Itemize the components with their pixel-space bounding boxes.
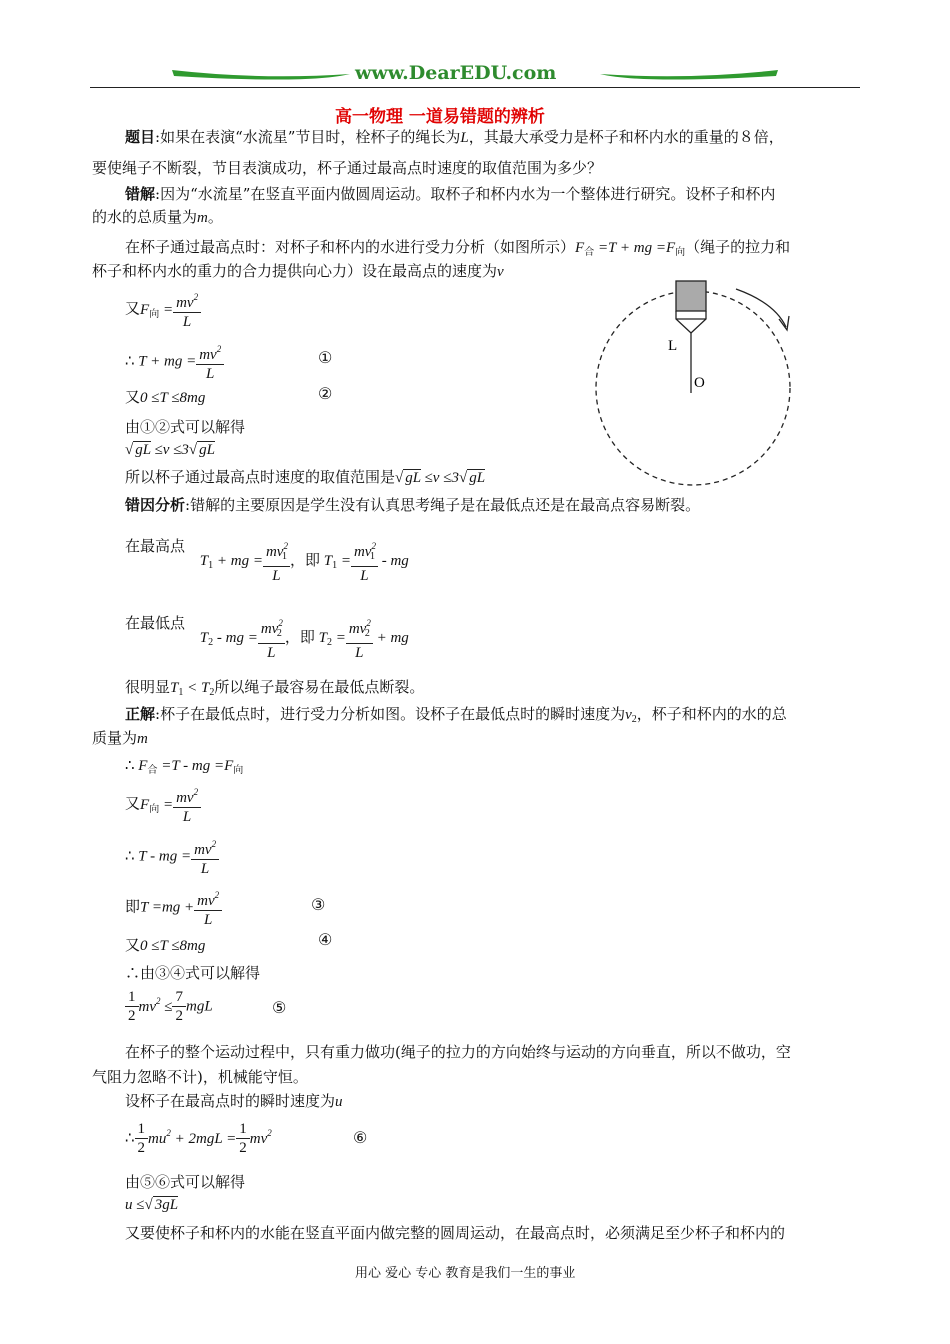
word-you: 又: [125, 299, 141, 318]
obvious-text: 所以绳子最容易在最低点断裂。: [214, 678, 425, 696]
circled-2: ②: [318, 384, 333, 403]
word-ji-2: 即: [125, 897, 141, 916]
therefore: ∴: [125, 846, 135, 865]
solve-56: 由⑤⑥式可以解得: [125, 1173, 246, 1191]
let-u-text: 设杯子在最高点时的瞬时速度为: [125, 1092, 336, 1110]
diagram-label-L: L: [668, 338, 678, 354]
eq-force-top: $F_合 =T$ + mg $=F_向$: [575, 240, 686, 258]
problem-line-2: 要使绳子不断裂，节目表演成功，杯子通过最高点时速度的取值范围为多少？: [92, 159, 603, 177]
therefore: ∴: [125, 756, 135, 774]
wrong-line-1: 错解:因为“水流星”在竖直平面内做圆周运动。取杯子和杯内水为一个整体进行研究。设杯子和杯内: [125, 185, 776, 203]
var-v: v: [497, 264, 504, 280]
eq-c6: $\frac{1}{2}$ $mv^2$ ≤ $\frac{7}{2}$ mgL: [125, 988, 213, 1025]
wrong-text-4: 杯子和杯内水的重力的合力提供向心力）设在最高点的速度为: [92, 262, 498, 280]
correct-label: 正解: [125, 705, 156, 723]
wrong-text-2: 的水的总质量为: [92, 208, 198, 226]
circled-4: ④: [318, 930, 333, 949]
var-m-2: m: [137, 731, 148, 747]
energy-line-2: 气阻力忽略不计)，机械能守恒。: [92, 1068, 308, 1086]
solve-34: ∴由③④式可以解得: [125, 964, 261, 982]
word-obvious: 很明显: [125, 678, 171, 696]
footer: 用心 爱心 专心 教育是我们一生的事业: [355, 1266, 576, 1281]
eq-c8: u ≤√ 3gL: [125, 1197, 179, 1213]
wrong-line-3: [125, 236, 790, 258]
problem-text-2: ，其最大承受力是杯子和杯内水的重量的８倍，: [468, 128, 784, 146]
var-u: u: [335, 1094, 343, 1110]
eq-w3: 又0 ≤T ≤8mg: [125, 388, 206, 406]
word-you: 又: [125, 794, 141, 813]
analysis-obvious: 很明显$T_1 < T_2$所以绳子最容易在最低点断裂。: [125, 678, 425, 698]
correct-text: 杯子在最低点时，进行受力分析如图。设杯子在最低点时的瞬时速度为: [160, 705, 626, 723]
correct-line-2: [92, 727, 148, 748]
correct-text-b: ，杯子和杯内的水的总: [636, 705, 787, 723]
analysis-line: 错因分析:错解的主要原因是学生没有认真思考绳子是在最低点还是在最高点容易断裂。: [125, 496, 701, 514]
var-L: L: [460, 130, 469, 146]
problem-label: 题目: [125, 128, 156, 146]
analysis-bottom: 在最低点 $T_2$ - mg = $\frac{mv^2_2}{L}$ ，即 $T_2$ = $\frac{mv^2_2}{L}$ + mg: [125, 614, 409, 661]
last-line: 又要使杯子和杯内的水能在竖直平面内做完整的圆周运动，在最高点时，必须满足至少杯子和杯内的: [125, 1224, 786, 1242]
circled-3: ③: [311, 895, 326, 914]
header-logo: [170, 62, 780, 86]
problem-text: 如果在表演“水流星”节目时，栓杯子的绳长为: [160, 128, 461, 146]
wrong-conclusion-text: 所以杯子通过最高点时速度的取值范围是: [125, 468, 396, 486]
problem-line-1: 题目:如果在表演“水流星”节目时，栓杯子的绳长为L，其最大承受力是杯子和杯内水的重量的８倍，: [125, 128, 784, 146]
circular-motion-diagram: [590, 275, 800, 490]
eq-c3: ∴ T - mg = $\frac{mv^2}{L}$: [125, 835, 219, 878]
circled-5: ⑤: [272, 998, 287, 1017]
header-rule: [90, 87, 860, 88]
word-ji: ，即: [289, 551, 320, 569]
page-title: 高一物理 一道易错题的辨析: [335, 107, 545, 127]
correct-text-2: 质量为: [92, 729, 138, 747]
eq-c2: 又$F_向$ = $\frac{mv^2}{L}$: [125, 783, 201, 826]
word-ji: ，即: [284, 628, 315, 646]
eq-c1: ∴ $F_合 =T$ - mg $=F_向$: [125, 756, 244, 776]
eq-w4: √ gL ≤v ≤3√ gL: [125, 442, 216, 458]
eq-c5: 又0 ≤T ≤8mg: [125, 936, 206, 954]
eq-w2: ∴ T + mg = $\frac{mv^2}{L}$: [125, 340, 224, 383]
solve-12: 由①②式可以解得: [125, 418, 246, 436]
var-m: m: [197, 210, 208, 226]
analysis-label: 错因分析: [125, 496, 186, 514]
let-u-line: [125, 1090, 343, 1111]
word-top: 在最高点: [125, 537, 186, 555]
circle-path: [596, 291, 790, 485]
wrong-conclusion: 所以杯子通过最高点时速度的取值范围是√ gL ≤v ≤3√ gL: [125, 468, 486, 486]
wrong-text-3b: （绳子的拉力和: [685, 238, 791, 256]
eq-c4: 即T =mg + $\frac{mv^2}{L}$: [125, 886, 222, 929]
wrong-text-2b: 。: [207, 208, 223, 226]
analysis-text: 错解的主要原因是学生没有认真思考绳子是在最低点还是在最高点容易断裂。: [190, 496, 701, 514]
therefore: ∴: [125, 1128, 135, 1147]
eq-c7: ∴ $\frac{1}{2}$ $mu^2 + 2mgL$ = $\frac{1}{2}$ $mv^2$: [125, 1121, 272, 1156]
diagram-label-O: O: [694, 375, 705, 391]
wrong-label: 错解: [125, 185, 156, 203]
word-you: 又: [125, 388, 141, 406]
energy-line-1: 在杯子的整个运动过程中，只有重力做功(绳子的拉力的方向始终与运动的方向垂直，所以不做功，空: [125, 1043, 791, 1061]
word-you: 又: [125, 936, 141, 954]
eq-w1: 又$F_向$ = $\frac{mv^2}{L}$: [125, 288, 201, 331]
therefore: ∴: [125, 351, 135, 370]
wrong-text: 因为“水流星”在竖直平面内做圆周运动。取杯子和杯内水为一个整体进行研究。设杯子和杯内: [160, 185, 776, 203]
wrong-line-4: [92, 260, 504, 281]
cup-icon: [676, 281, 706, 311]
direction-arrow-icon: [736, 289, 786, 327]
analysis-top: 在最高点 $T_1$ + mg = $\frac{mv^2_1}{L}$ ，即 $T_1$ = $\frac{mv^2_1}{L}$ - mg: [125, 537, 409, 584]
wrong-text-3: 在杯子通过最高点时：对杯子和杯内的水进行受力分析（如图所示）: [125, 238, 576, 256]
circled-6: ⑥: [353, 1128, 368, 1147]
word-bottom: 在最低点: [125, 614, 186, 632]
circled-1: ①: [318, 348, 333, 367]
correct-line-1: 正解:杯子在最低点时，进行受力分析如图。设杯子在最低点时的瞬时速度为$v_2$，杯子和杯内的水的总: [125, 705, 787, 725]
logo-text: www.DearEDU.com: [355, 62, 557, 84]
wrong-line-2: [92, 206, 223, 227]
